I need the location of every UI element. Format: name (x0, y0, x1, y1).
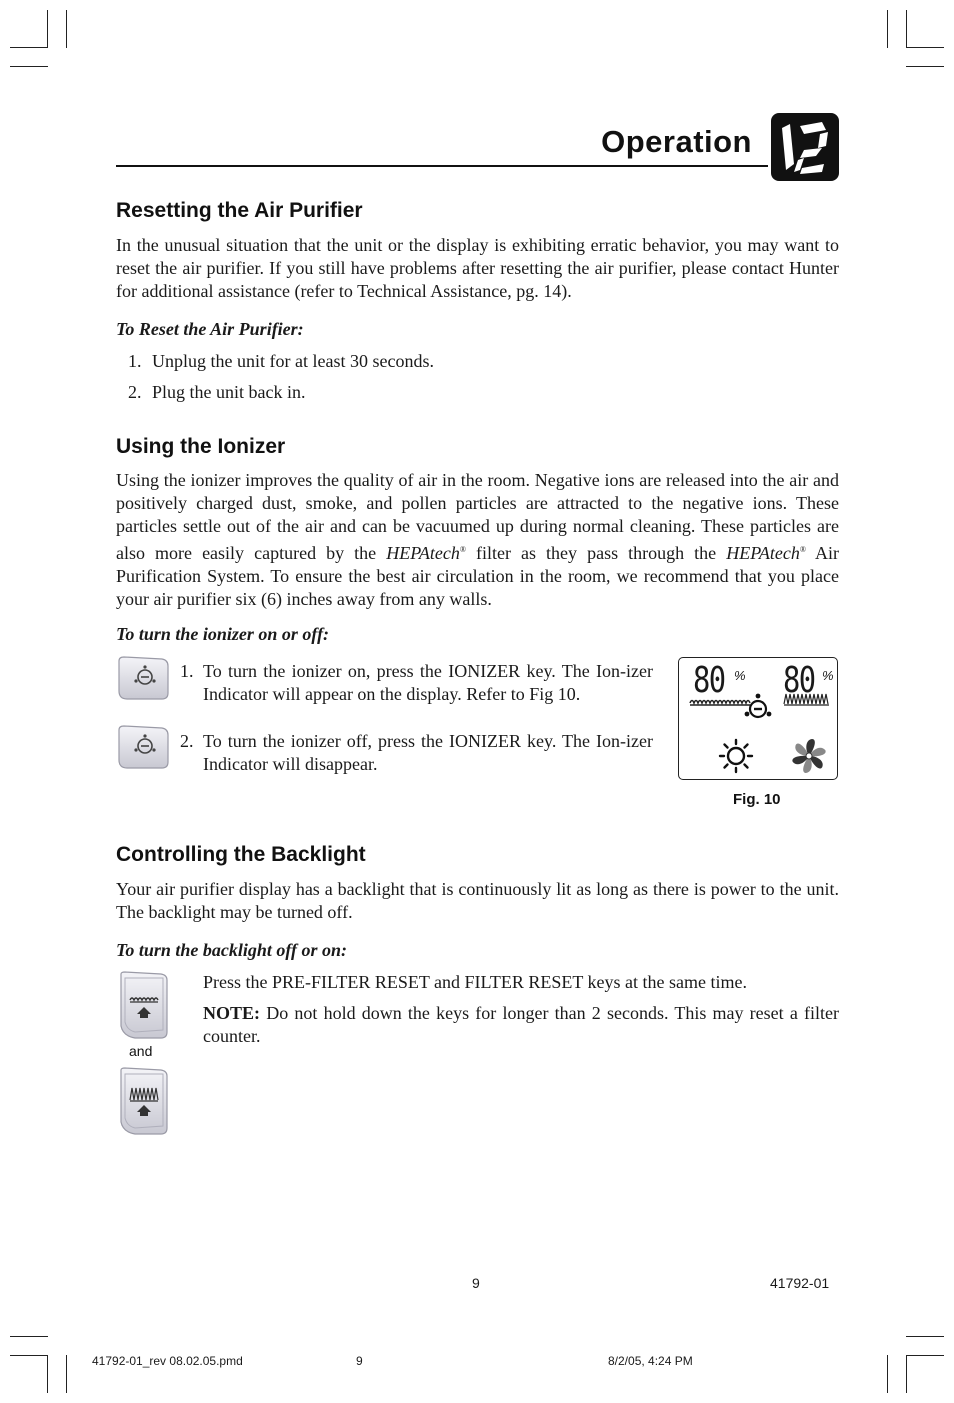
prefilter-wave-icon (689, 696, 751, 706)
step-text: Unplug the unit for at least 30 seconds. (152, 351, 434, 371)
filter-reset-key-button[interactable] (115, 1066, 171, 1138)
section-heading-ionizer: Using the Ionizer (116, 435, 286, 458)
page-title: Operation (601, 124, 752, 159)
slug-filename: 41792-01_rev 08.02.05.pmd (92, 1354, 243, 1368)
backlight-description: Your air purifier display has a backlight that is continuously lit as long as there is power to the unit. The backlight may be turned off. (116, 879, 839, 922)
step-number: 1. (180, 661, 194, 681)
backlight-instruction: Press the PRE-FILTER RESET and FILTER RESET keys at the same time. (203, 972, 747, 992)
clock-digit-icon (770, 112, 840, 182)
display-right-unit: % (822, 668, 834, 683)
step-text: Plug the unit back in. (152, 382, 306, 402)
step-number: 1. (128, 351, 142, 371)
ionizer-description: Using the ionizer improves the quality of air in the room. Negative ions are released into the air and positively charged dust, smoke, and pollen particles are attracted to the negative ions. These particles settle out of the air and can be vacuumed up during normal cleaning. These particles are also more easily captured by the HEPAtech® filter as they pass through the HEPAtech® Air Purification System. To ensure the best air circulation in the room, we recommend that you place your air purifier six (6) inches away from any walls. (116, 470, 840, 609)
backlight-note: NOTE: Do not hold down the keys for longer than 2 seconds. This may reset a filter counter. (203, 1003, 839, 1046)
brightness-sun-icon (717, 738, 755, 774)
step-number: 2. (128, 382, 142, 402)
and-label: and (129, 1043, 153, 1059)
section-heading-backlight: Controlling the Backlight (116, 843, 366, 866)
fan-speed-icon (789, 736, 829, 776)
slug-datetime: 8/2/05, 4:24 PM (608, 1354, 693, 1368)
doc-number: 41792-01 (770, 1275, 830, 1291)
display-left-unit: % (734, 668, 746, 683)
ionizer-key-button[interactable] (115, 655, 171, 701)
display-left-value: 80 (693, 660, 725, 701)
display-figure (678, 657, 838, 780)
ionizer-key-button[interactable] (115, 724, 171, 770)
prefilter-reset-key-button[interactable] (115, 970, 171, 1042)
header-rule (116, 165, 768, 167)
reset-subheading: To Reset the Air Purifier: (116, 319, 304, 339)
filter-pleat-icon (783, 692, 831, 706)
reset-description: In the unusual situation that the unit or the display is exhibiting erratic behavior, you may want to reset the air purifier. If you still have problems after resetting the air purifier, please contact Hunter for additional assistance (refer to Technical Assistance, pg. 14). (116, 235, 839, 301)
figure-caption: Fig. 10 (733, 791, 781, 808)
display-right-value: 80 (783, 660, 815, 701)
slug-page: 9 (356, 1354, 363, 1368)
backlight-subheading: To turn the backlight off or on: (116, 940, 348, 960)
step-text: To turn the ionizer off, press the IONIZER key. The Ion-izer Indicator will disappear. (203, 731, 653, 774)
section-heading-reset: Resetting the Air Purifier (116, 199, 363, 222)
page-number: 9 (472, 1275, 480, 1291)
ionizer-indicator-icon (743, 692, 773, 722)
step-text: To turn the ionizer on, press the IONIZER key. The Ion-izer Indicator will appear on the display. Refer to Fig 10. (203, 661, 653, 704)
step-number: 2. (180, 731, 194, 751)
ionizer-subheading: To turn the ionizer on or off: (116, 624, 330, 644)
